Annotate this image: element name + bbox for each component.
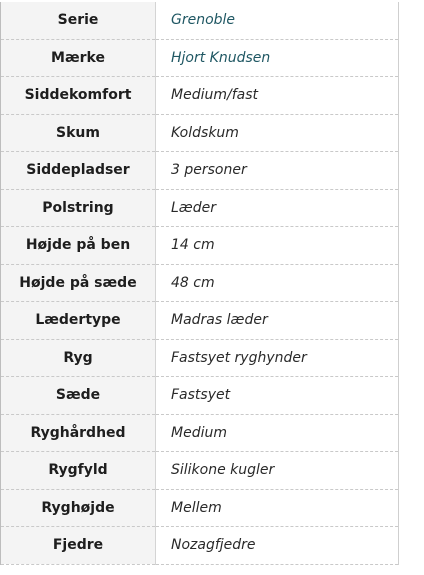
spec-label: Ryghårdhed (1, 414, 156, 452)
spec-value: 14 cm (156, 227, 399, 265)
spec-value-link[interactable]: Hjort Knudsen (156, 39, 399, 77)
spec-label: Højde på sæde (1, 264, 156, 302)
spec-row-saede (1, 377, 399, 415)
spec-value: Fastsyet ryghynder (156, 339, 399, 377)
spec-label: Siddekomfort (1, 77, 156, 115)
spec-label: Sæde (1, 377, 156, 415)
spec-value: Silikone kugler (156, 452, 399, 490)
spec-label: Højde på ben (1, 227, 156, 265)
spec-label: Serie (1, 2, 156, 39)
spec-label: Skum (1, 114, 156, 152)
spec-value-link[interactable]: Grenoble (156, 2, 399, 39)
spec-row-hoejde-paa-ben (1, 227, 399, 265)
spec-row-ryghaardhed (1, 414, 399, 452)
spec-row-ryg (1, 339, 399, 377)
spec-row-fjedre (1, 527, 399, 565)
spec-row-maerke (1, 39, 399, 77)
spec-row-siddekomfort (1, 77, 399, 115)
spec-label: Fjedre (1, 527, 156, 565)
spec-value: 48 cm (156, 264, 399, 302)
spec-value: Medium/fast (156, 77, 399, 115)
spec-row-hoejde-paa-saede (1, 264, 399, 302)
spec-value: Nozagfjedre (156, 527, 399, 565)
spec-row-skum (1, 114, 399, 152)
spec-row-siddepladser (1, 152, 399, 190)
product-spec-table (0, 2, 399, 565)
spec-label: Rygfyld (1, 452, 156, 490)
spec-value: Mellem (156, 489, 399, 527)
spec-row-rygfyld (1, 452, 399, 490)
spec-label: Mærke (1, 39, 156, 77)
spec-label: Lædertype (1, 302, 156, 340)
spec-label: Ryghøjde (1, 489, 156, 527)
spec-row-polstring (1, 189, 399, 227)
spec-value: Koldskum (156, 114, 399, 152)
spec-value: Læder (156, 189, 399, 227)
spec-label: Polstring (1, 189, 156, 227)
spec-row-ryghoejde (1, 489, 399, 527)
spec-value: Medium (156, 414, 399, 452)
spec-row-serie (1, 2, 399, 39)
spec-label: Ryg (1, 339, 156, 377)
spec-value: Madras læder (156, 302, 399, 340)
spec-value: 3 personer (156, 152, 399, 190)
spec-row-laedertype (1, 302, 399, 340)
spec-label: Siddepladser (1, 152, 156, 190)
spec-value: Fastsyet (156, 377, 399, 415)
